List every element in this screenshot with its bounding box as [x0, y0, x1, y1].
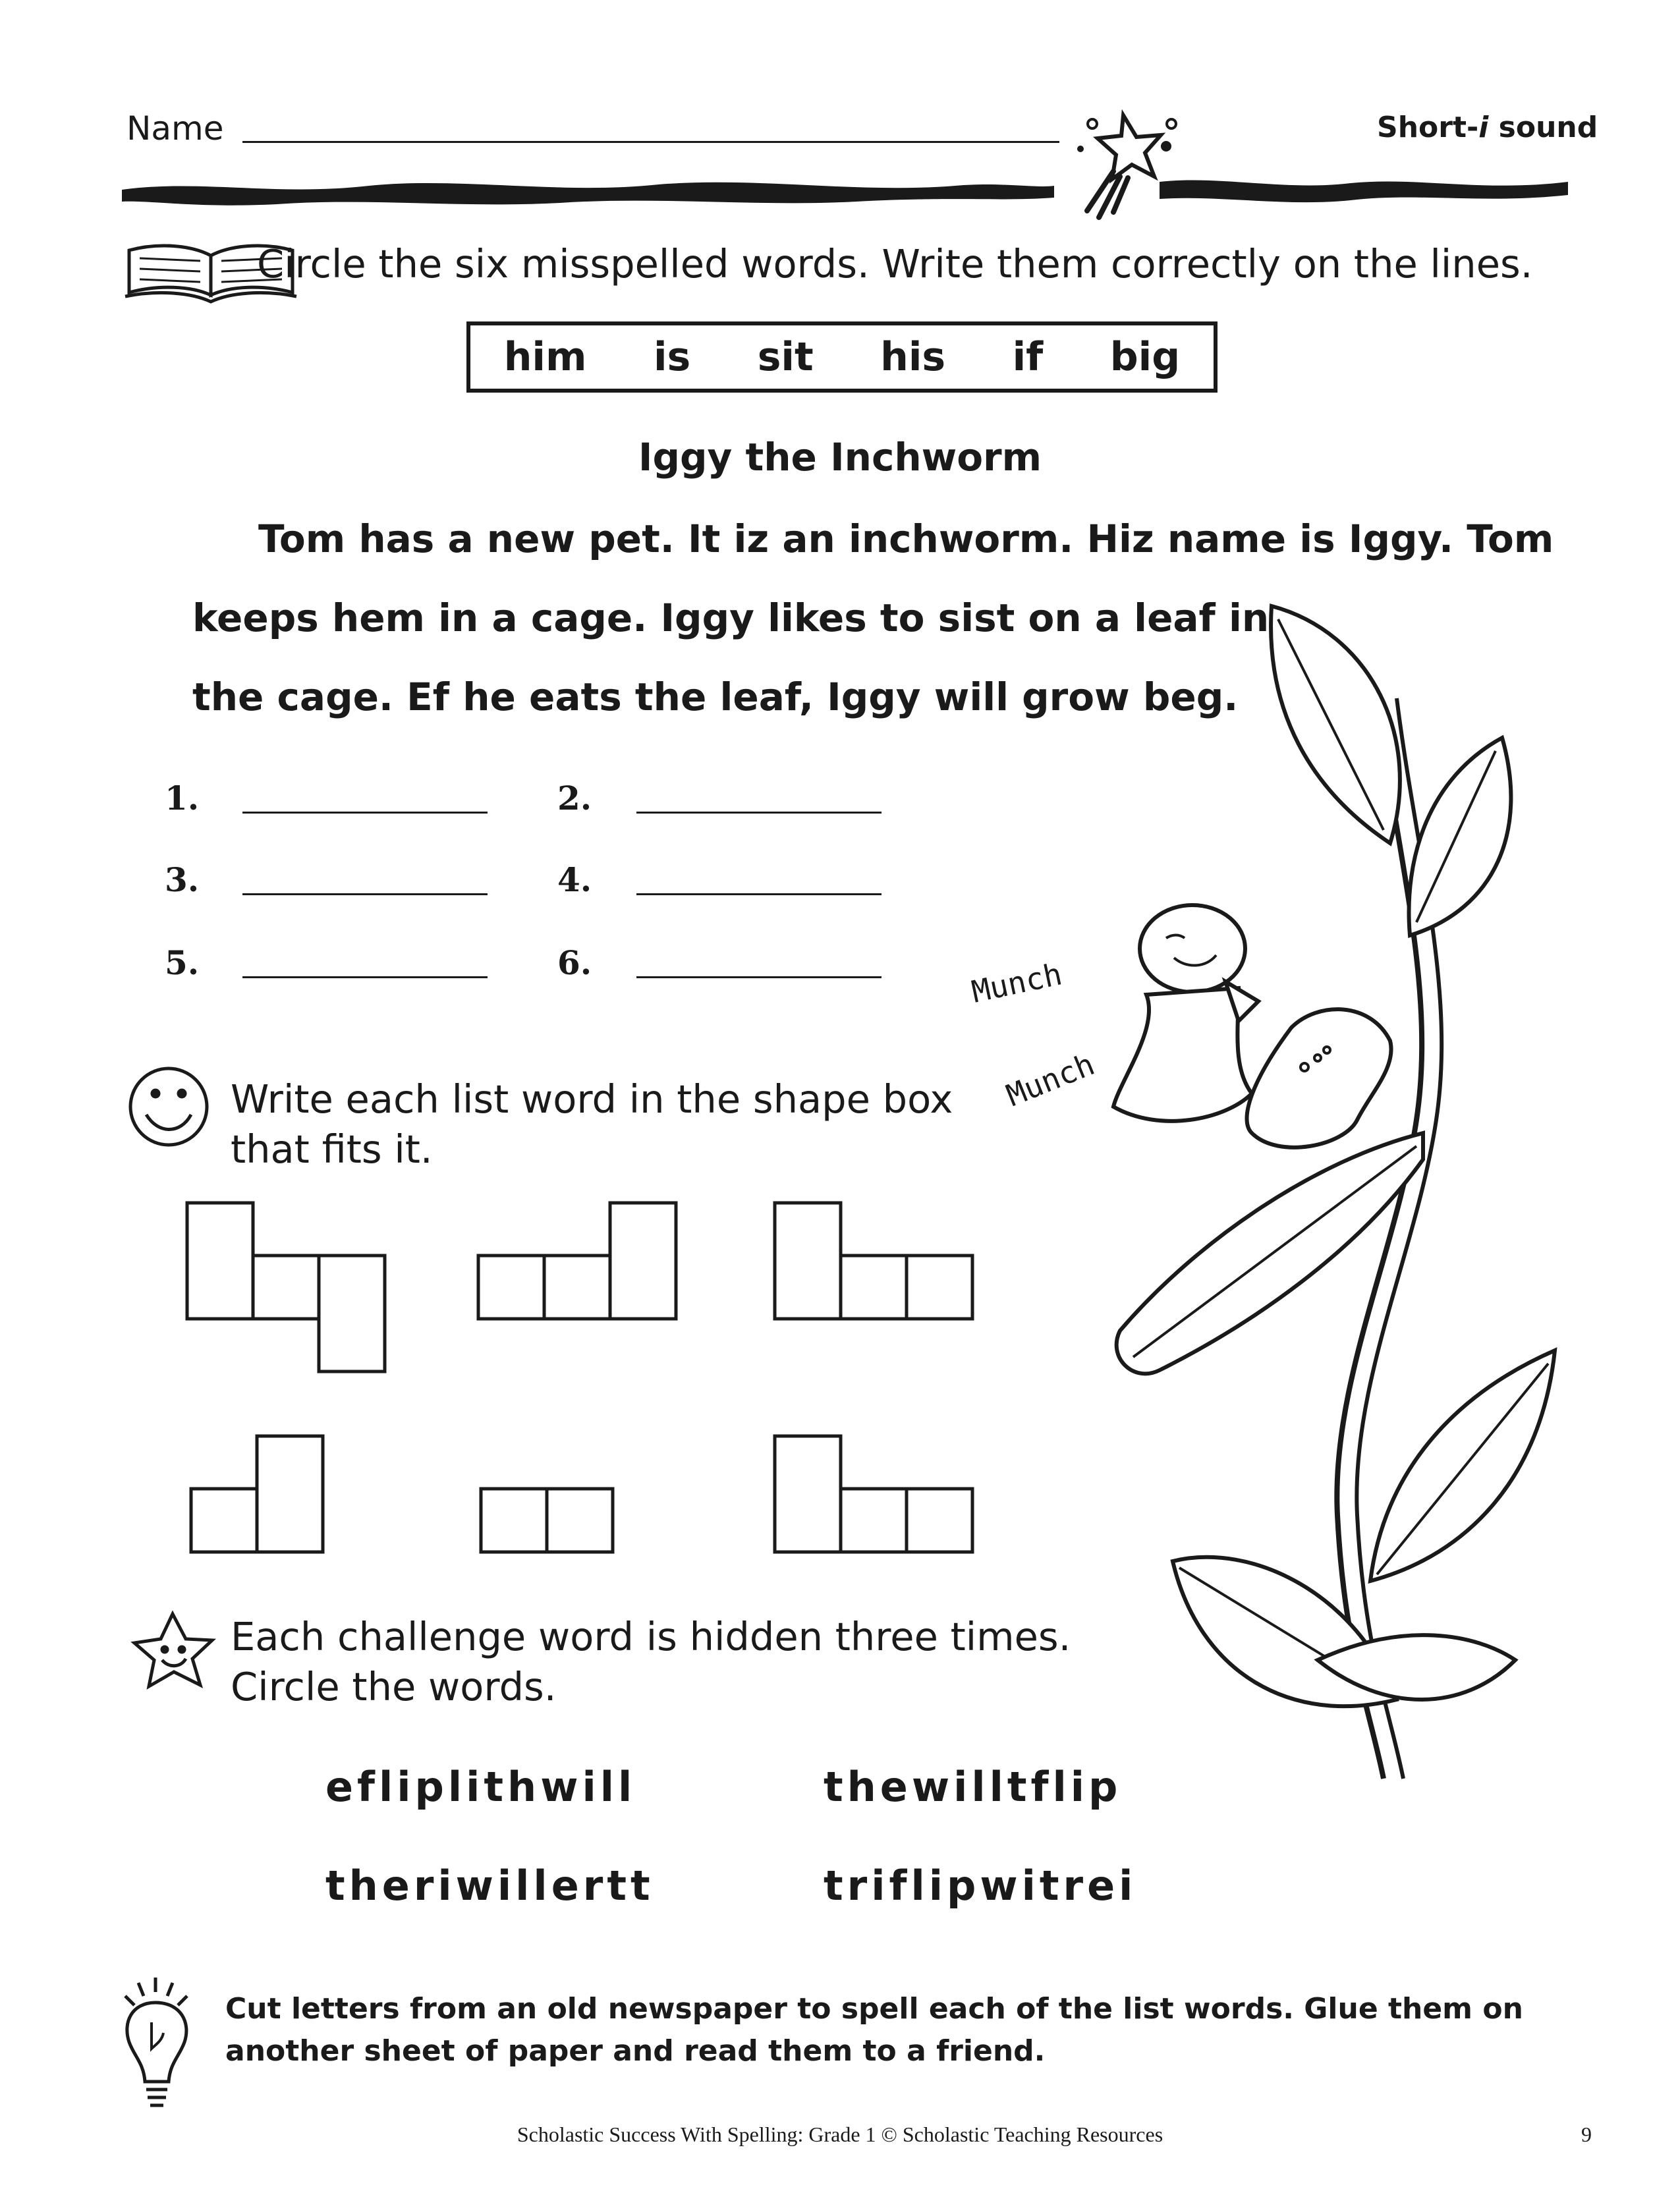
- story-title: Iggy the Inchworm: [638, 435, 1042, 480]
- answer-number: 5.: [165, 943, 200, 982]
- shape-box-6[interactable]: [775, 1436, 972, 1552]
- instruction-shape-line2: that fits it.: [231, 1126, 433, 1172]
- list-word: his: [880, 334, 946, 380]
- list-word: if: [1012, 334, 1044, 380]
- smiley-icon: [130, 1068, 207, 1145]
- list-word: him: [503, 334, 587, 380]
- story-line: Tom has a new pet. It iz an inchworm. Hiz name is Iggy. Tom: [258, 516, 1554, 561]
- munch-text: Munch: [1001, 1046, 1100, 1114]
- answer-line-2[interactable]: [636, 812, 882, 814]
- answer-line-6[interactable]: [636, 976, 882, 978]
- answer-line-3[interactable]: [242, 893, 488, 895]
- shape-box-2[interactable]: [478, 1203, 676, 1319]
- answer-number: 6.: [557, 943, 592, 982]
- footer-credit: Scholastic Success With Spelling: Grade 1 © Scholastic Teaching Resources: [517, 2122, 1163, 2146]
- list-word: is: [653, 334, 691, 380]
- name-label: Name: [126, 109, 224, 148]
- answer-number: 3.: [165, 860, 200, 899]
- list-word: sit: [757, 334, 814, 380]
- shape-boxes: [187, 1203, 972, 1552]
- word-puzzle[interactable]: triflipwitrei: [824, 1862, 1137, 1910]
- lightbulb-icon: [125, 1978, 187, 2105]
- instruction-challenge-line1: Each challenge word is hidden three times.: [231, 1614, 1071, 1659]
- answer-line-4[interactable]: [636, 893, 882, 895]
- word-puzzle[interactable]: theriwillertt: [325, 1862, 654, 1910]
- story-line: the cage. Ef he eats the leaf, Iggy will grow beg.: [192, 675, 1239, 719]
- munch-text: Munch: [968, 956, 1065, 1010]
- list-word: big: [1109, 334, 1181, 380]
- shape-box-1[interactable]: [187, 1203, 385, 1372]
- brush-stroke-left: [122, 182, 1054, 206]
- activity-tip: Cut letters from an old newspaper to spell each of the list words. Glue them on another sheet of paper and read them to a friend.: [225, 1992, 1523, 2068]
- shape-box-4[interactable]: [191, 1436, 323, 1552]
- shape-box-3[interactable]: [775, 1203, 972, 1319]
- instruction-shape-line1: Write each list word in the shape box: [231, 1076, 953, 1122]
- brush-stroke-right: [1160, 180, 1568, 202]
- list-words-box: [466, 321, 1218, 393]
- smiling-star-icon: [134, 1614, 212, 1686]
- shooting-star-icon: [1077, 115, 1176, 217]
- page-number: 9: [1581, 2122, 1592, 2146]
- answer-number: 4.: [557, 860, 592, 899]
- instruction-challenge-line2: Circle the words.: [231, 1664, 557, 1709]
- topic-label: Short-i sound: [1377, 111, 1598, 144]
- answer-number: 1.: [165, 779, 200, 817]
- inchworm-illustration: [1113, 606, 1555, 1779]
- instruction-misspelled: Circle the six misspelled words. Write them correctly on the lines.: [257, 241, 1533, 287]
- story-line: keeps hem in a cage. Iggy likes to sist on a leaf in: [192, 596, 1270, 640]
- answer-line-1[interactable]: [242, 812, 488, 814]
- word-puzzle[interactable]: efliplithwill: [325, 1763, 636, 1811]
- word-puzzle[interactable]: thewilltflip: [824, 1763, 1122, 1811]
- answer-number: 2.: [557, 779, 592, 817]
- shape-box-5[interactable]: [481, 1489, 613, 1552]
- answer-line-5[interactable]: [242, 976, 488, 978]
